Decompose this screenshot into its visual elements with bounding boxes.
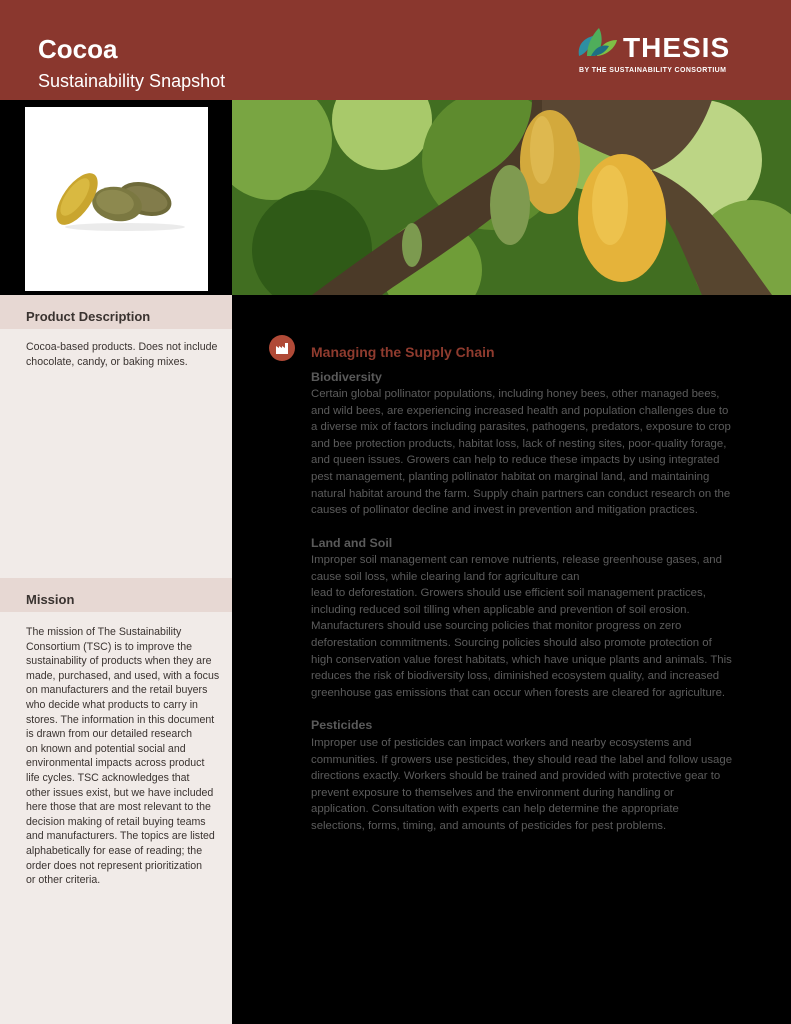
land-and-soil-heading: Land and Soil [311, 536, 393, 550]
product-description-heading: Product Description [0, 295, 232, 329]
product-description-text: Cocoa-based products. Does not include chocolate, candy, or baking mixes. [26, 341, 218, 368]
biodiversity-text: Certain global pollinator populations, including honey bees, other managed bees, and wild bees, are experiencing increased health and population challenges due to a diverse mix of factors including parasites, pathogens, predators, exposure to crop and bee protection products, habitat loss, lack of nesting sites, poor-quality forage, and queen issues. Growers can help to reduce these impacts by using integrated pest management, planting pollinator habitat on marginal land, and maintaining natural habitat around the farm. Supply chain partners can conduct research on the causes of pollinator decline and invest in prevention and mitigation practices. [311, 388, 731, 517]
sidebar [0, 295, 232, 1024]
header-banner [0, 0, 791, 100]
leaf-icon [575, 26, 621, 66]
thesis-logo [575, 26, 745, 76]
mission-heading: Mission [0, 578, 232, 612]
logo-tagline: BY THE SUSTAINABILITY CONSORTIUM [579, 67, 727, 74]
land-and-soil-text: Improper soil management can remove nutrients, release greenhouse gases, and cause soil loss, while clearing land for agriculture can lead to deforestation. Growers should use efficient soil management practices, including reduced soil tilling when applicable and prevention of soil erosion. Manufacturers should use sourcing policies that monitor progress on zero deforestation commitments. Sourcing policies should also promote protection of high conservation value forest habitats, which have unique plants and animals. This reduces the risk of biodiversity loss, diminished ecosystem quality, and increased greenhouse gas emissions that can occur when forests are cleared for agriculture. [311, 554, 732, 699]
section-title: Managing the Supply Chain [311, 344, 495, 360]
product-photo [25, 107, 208, 291]
pesticides-text: Improper use of pesticides can impact workers and nearby ecosystems and communities. If growers use pesticides, they should read the label and follow usage directions exactly. Workers should be trained and provided with protective gear to prevent exposure to themselves and the environment during handling or application. Consultation with experts can help determine the appropriate selections, forms, timing, and amounts of pesticides for pest problems. [311, 737, 733, 832]
page-title: Cocoa [38, 34, 118, 64]
page-subtitle: Sustainability Snapshot [38, 71, 226, 91]
main-content [232, 295, 791, 1024]
mission-text: The mission of The Sustainability Consortium (TSC) is to improve the sustainability of products when they are made, purchased, and used, with a focus on manufacturers and the retail buyers who decide what products to carry in stores. The information in this document is drawn from our detailed research on known and potential social and environmental impacts across product life cycles. TSC acknowledges that other issues exist, but we have included here those that are most relevant to the decision making of retail buying teams and manufacturers. The topics are listed alphabetically for ease of reading; the order does not represent prioritization or other criteria. [26, 626, 220, 887]
cocoa-tree-photo [232, 100, 791, 295]
factory-icon [269, 335, 295, 361]
product-photo-panel [0, 100, 232, 295]
biodiversity-heading: Biodiversity [311, 370, 382, 384]
pesticides-heading: Pesticides [311, 718, 373, 732]
logo-wordmark: THESIS [623, 32, 731, 63]
